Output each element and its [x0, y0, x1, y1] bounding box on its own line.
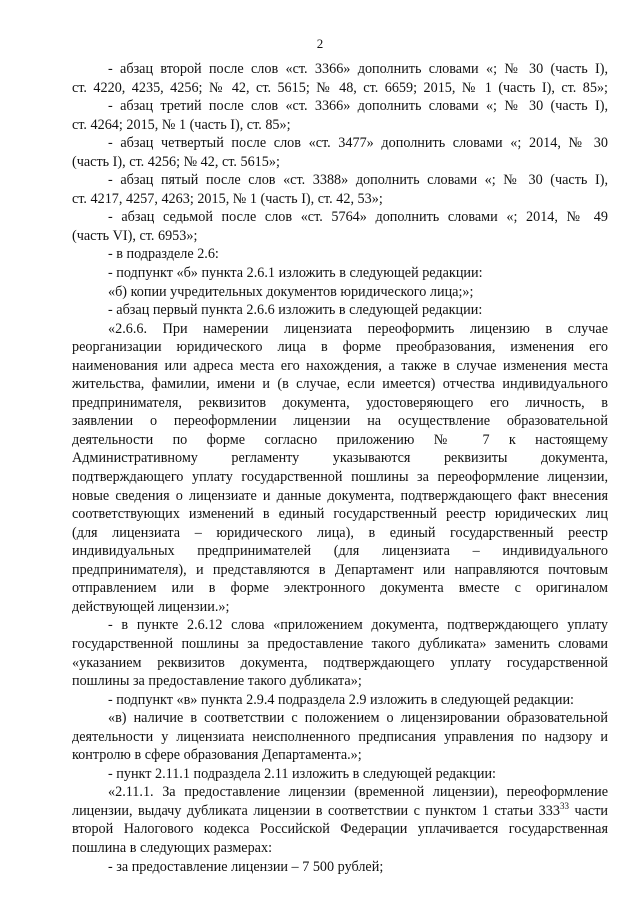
text-line: деятельности по форме согласно приложению № 7 к настоящему [72, 431, 608, 448]
text-line: - абзац второй после слов «ст. 3366» дополнить словами «; № 30 (часть I), [108, 61, 608, 77]
text-line: лицензии, выдачу дубликата лицензии в соответствии с пунктом 1 статьи $333^{33}$ части [72, 801, 608, 819]
text-line: «б) копии учредительных документов юридического лица;»; [108, 283, 474, 300]
text-line: наименования или адреса места его нахождения, а также в случае изменения места [72, 357, 608, 374]
text-line: - абзац седьмой после слов «ст. 5764» дополнить словами «; 2014, № 49 [108, 209, 608, 226]
text-line: - за предоставление лицензии – 7 500 рублей; [108, 858, 384, 875]
text-line: действующей лицензии.»; [72, 598, 230, 615]
text-line: пошлины за предоставление такого дубликата»; [72, 673, 362, 690]
text-line: «в) наличие в соответствии с положением о лицензировании образовательной [108, 710, 608, 727]
text-line: подтверждающего уплату государственной пошлины за переоформление лицензии, [72, 469, 608, 486]
document-body [72, 60, 608, 876]
page-number: 2 [316, 36, 324, 51]
text-line: отправлением или в форме электронного документа вместе с оригиналом [72, 580, 608, 597]
text-line: - подпункт «б» пункта 2.6.1 изложить в следующей редакции: [108, 265, 483, 282]
text-line: - подпункт «в» пункта 2.9.4 подраздела 2.9 изложить в следующей редакции: [108, 691, 574, 708]
text-line: пошлина в следующих размерах: [72, 839, 273, 856]
text-line: «указанием реквизитов документа, подтверждающего уплату государственной [72, 654, 608, 671]
text-line: Административному регламенту указываются реквизиты документа, [72, 450, 608, 467]
text-line: соответствующих изменений в единый государственный реестр юридических лиц [72, 506, 608, 523]
text-line: (часть VI), ст. 6953»; [72, 227, 198, 244]
text-line: - в пункте 2.6.12 слова «приложением документа, подтверждающего уплату [108, 617, 608, 634]
text-line: заявлении о переоформлении лицензии на осуществление образовательной [72, 413, 608, 430]
text-line: ст. 4217, 4257, 4263; 2015, № 1 (часть I), ст. 42, 53»; [72, 190, 383, 207]
text-line: второй Налогового кодекса Российской Федерации уплачивается государственная [72, 821, 608, 838]
text-line: - пункт 2.11.1 подраздела 2.11 изложить в следующей редакции: [108, 765, 496, 782]
text-line: (часть I), ст. 4256; № 42, ст. 5615»; [72, 153, 280, 170]
text-line: предпринимателя), и представляются в Департамент или направляются почтовым [72, 561, 608, 578]
text-line: - абзац четвертый после слов «ст. 3477» дополнить словами «; 2014, № 30 [108, 135, 608, 152]
text-line: деятельности у лицензиата неисполненного предписания управления по надзору и [72, 728, 608, 745]
footnote-superscript: 33 [559, 801, 569, 811]
text-line: жительства, фамилии, имени и (в случае, если имеется) отчества индивидуального [72, 376, 608, 393]
text-line: реорганизации юридического лица в форме преобразования, изменения его [72, 339, 608, 356]
text-line: - в подразделе 2.6: [108, 246, 219, 263]
text-line: контролю в сфере образования Департамента.»; [72, 747, 362, 764]
text-line: ст. 4220, 4235, 4256; № 42, ст. 5615; № 48, ст. 6659; 2015, № 1 (часть I), ст. 85»; [72, 79, 608, 96]
text-line: - абзац третий после слов «ст. 3366» дополнить словами «; № 30 (часть I), [108, 98, 608, 115]
text-line: предпринимателя, реквизитов документа, удостоверяющего его личность, в [72, 394, 608, 411]
text-line: государственной пошлины за предоставление такого дубликата» заменить словами [72, 635, 608, 652]
text-line: - абзац пятый после слов «ст. 3388» дополнить словами «; № 30 (часть I), [108, 172, 608, 189]
text-line: - абзац первый пункта 2.6.6 изложить в следующей редакции: [108, 302, 483, 319]
text-line: ст. 4264; 2015, № 1 (часть I), ст. 85»; [72, 116, 291, 133]
text-line: «2.11.1. За предоставление лицензии (временной лицензии), переоформление [108, 784, 608, 801]
text-line: индивидуальных предпринимателей (для лицензиата – индивидуального [72, 543, 608, 560]
text-line: новые сведения о лицензиате и данные документа, подтверждающего факт внесения [72, 487, 608, 504]
text-line: «2.6.6. При намерении лицензиата переоформить лицензию в случае [108, 320, 608, 337]
text-line: (для лицензиата – юридического лица), в единый государственный реестр [72, 524, 608, 541]
